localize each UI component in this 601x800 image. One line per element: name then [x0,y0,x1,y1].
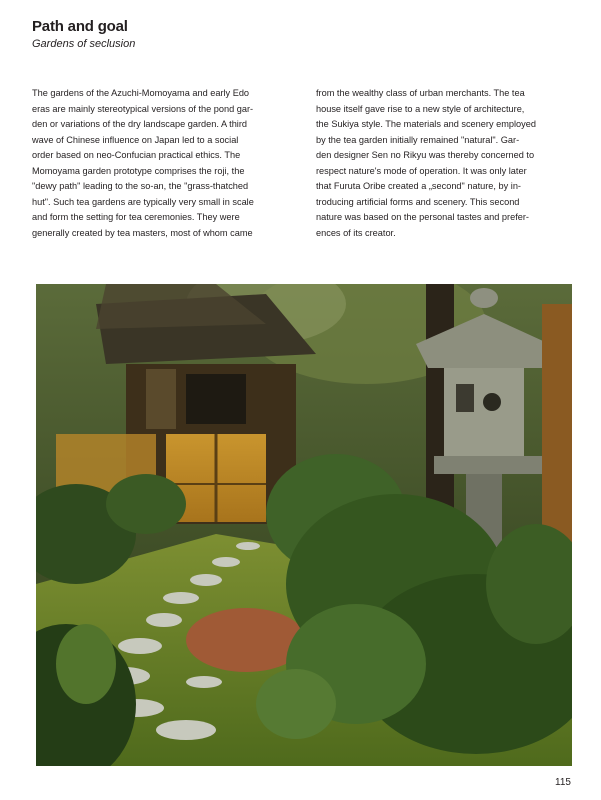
text-line: by the tea garden initially remained "natural". Gar- [316,134,520,145]
body-text-left-column [32,86,294,241]
text-line: hut". Such tea gardens are typically very small in scale [32,196,254,207]
text-line: "dewy path" leading to the so-an, the "grass-thatched [32,181,249,191]
text-line: order based on neo-Confucian practical ethics. The [32,150,241,160]
text-line: nature was based on the personal tastes and prefer- [316,212,529,222]
text-line: wave of Chinese influence on Japan led to a social [32,134,239,145]
text-line: respect nature's mode of operation. It was only later [316,165,527,176]
text-line: generally created by tea masters, most of whom came [32,227,253,238]
text-line: house itself gave rise to a new style of architecture, [316,103,525,114]
text-line: that Furuta Oribe created a „second" nature, by in- [316,181,521,191]
text-line: eras are mainly stereotypical versions of the pond gar- [32,103,254,114]
text-line: Momoyama garden prototype comprises the roji, the [32,165,245,176]
text-line: The gardens of the Azuchi-Momoyama and early Edo [32,88,250,98]
page-title: Path and goal [32,18,128,35]
text-line: den designer Sen no Rikyu was thereby concerned to [316,150,535,160]
garden-photo [36,284,572,766]
text-line: troducing artificial forms and scenery. This second [316,196,520,207]
page-number: 115 [555,777,571,788]
right-wooden-wall [542,304,572,564]
text-line: den or variations of the dry landscape garden. A third [32,119,248,129]
body-text-right-column [316,86,578,241]
page-subtitle: Gardens of seclusion [32,38,136,50]
text-line: from the wealthy class of urban merchants. The tea [316,88,525,98]
text-line: the Sukiya style. The materials and scenery employed [316,119,536,129]
text-line: ences of its creator. [316,227,396,238]
text-line: and form the setting for tea ceremonies. They were [32,212,240,222]
